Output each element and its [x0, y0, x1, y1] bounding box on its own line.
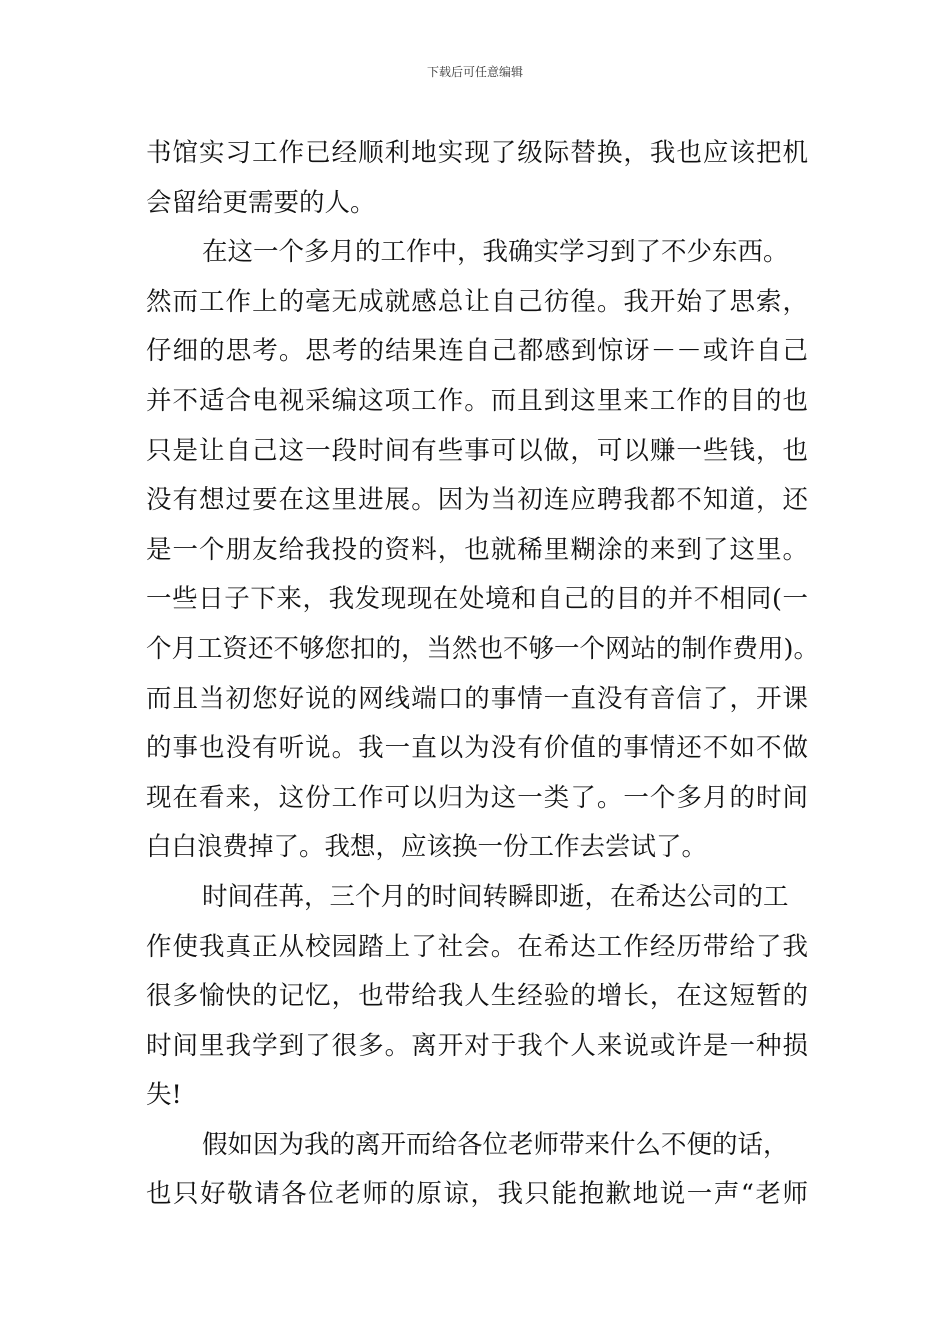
- text-line: 个月工资还不够您扣的，当然也不够一个网站的制作费用)。: [146, 633, 819, 664]
- text-line: 白白浪费掉了。我想，应该换一份工作去尝试了。: [146, 832, 708, 863]
- paragraph-start-line: 时间荏苒，三个月的时间转瞬即逝，在希达公司的工: [202, 881, 789, 912]
- text-line: 很多愉快的记忆，也带给我人生经验的增长，在这短暂的: [146, 981, 808, 1012]
- text-line: 而且当初您好说的网线端口的事情一直没有音信了，开课: [146, 683, 808, 714]
- page-header: 下载后可任意编辑: [426, 65, 523, 79]
- text-line: 然而工作上的毫无成就感总让自己彷徨。我开始了思索，: [146, 286, 808, 317]
- text-line: 失!: [146, 1080, 182, 1111]
- text-line: 仔细的思考。思考的结果连自己都感到惊讶－－或许自己: [146, 336, 808, 367]
- text-line: 一些日子下来，我发现现在处境和自己的目的并不相同(一: [146, 584, 808, 615]
- body-text: [146, 129, 819, 1220]
- text-line: 现在看来，这份工作可以归为这一类了。一个多月的时间: [146, 782, 808, 813]
- text-line: 是一个朋友给我投的资料，也就稀里糊涂的来到了这里。: [146, 534, 808, 565]
- text-line: 会留给更需要的人。: [146, 187, 376, 218]
- text-line: 只是让自己这一段时间有些事可以做，可以赚一些钱，也: [146, 435, 808, 466]
- paragraph-start-line: 假如因为我的离开而给各位老师带来什么不便的话，: [202, 1129, 789, 1160]
- text-line: 的事也没有听说。我一直以为没有价值的事情还不如不做: [146, 733, 808, 764]
- text-line: 作使我真正从校园踏上了社会。在希达工作经历带给了我: [146, 931, 808, 962]
- text-line: 并不适合电视采编这项工作。而且到这里来工作的目的也: [146, 385, 808, 416]
- text-line: 书馆实习工作已经顺利地实现了级际替换，我也应该把机: [146, 138, 808, 168]
- paragraph-start-line: 在这一个多月的工作中，我确实学习到了不少东西。: [202, 237, 789, 268]
- text-line: 时间里我学到了很多。离开对于我个人来说或许是一种损: [146, 1030, 808, 1061]
- text-line: 没有想过要在这里进展。因为当初连应聘我都不知道，还: [146, 485, 808, 516]
- text-line: 也只好敬请各位老师的原谅，我只能抱歉地说一声“老师: [146, 1179, 808, 1210]
